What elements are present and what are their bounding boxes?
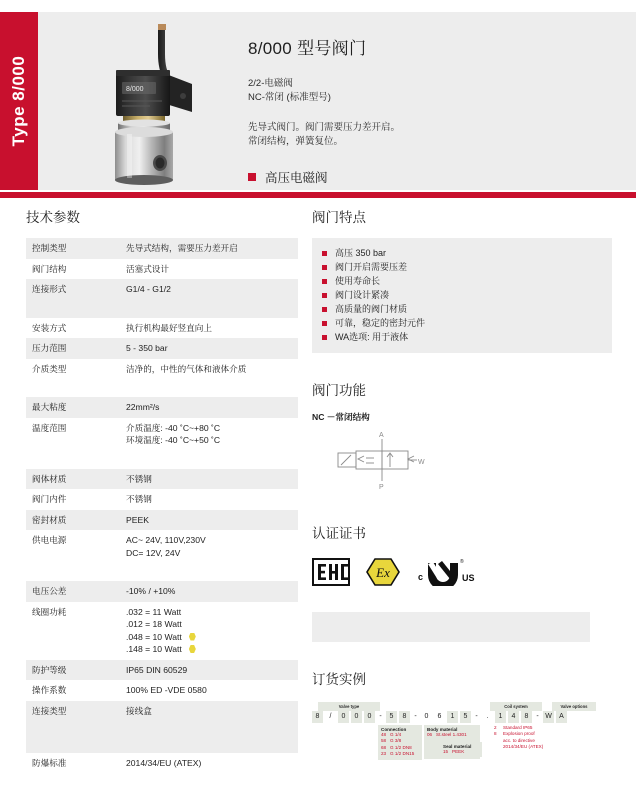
spec-row xyxy=(26,238,298,259)
bullet-square-icon xyxy=(322,293,327,298)
spec-value-line: PEEK xyxy=(126,514,149,525)
spec-value xyxy=(120,238,298,259)
header-description-line2: 常闭结构，弹簧复位。 xyxy=(248,136,344,147)
legend-code: 2 xyxy=(494,725,497,730)
legend-row xyxy=(427,732,477,738)
feature-item-label: 高压 350 bar xyxy=(335,248,387,258)
ordering-code-char: 8 xyxy=(521,711,532,723)
legend-seal-material-heading: Seal material xyxy=(443,744,472,749)
legend-code: 06 xyxy=(427,732,433,737)
spec-key: 操作系数 xyxy=(32,685,67,695)
legend-seal-material xyxy=(440,742,482,757)
header-subtitle-line1: 2/2-电磁阀 xyxy=(248,78,293,89)
legend-code: 15 xyxy=(443,749,449,754)
legend-row xyxy=(381,751,419,757)
spec-key: 连接类型 xyxy=(26,701,120,754)
spec-key: 阀体材质 xyxy=(26,469,120,490)
spec-row xyxy=(26,701,298,754)
legend-text: G 1/2 DN8 xyxy=(390,744,412,750)
feature-item-label: 阀门开启需要压差 xyxy=(335,262,408,272)
spec-key: 供电电源 xyxy=(32,535,67,545)
spec-row xyxy=(26,753,298,774)
spec-key: 防爆标准 xyxy=(32,758,67,768)
page-title: 8/000 型号阀门 xyxy=(248,39,367,58)
spec-value xyxy=(120,581,298,602)
bullet-square-icon xyxy=(322,251,327,256)
spec-row xyxy=(26,279,298,318)
legend-text: Standard IP65 xyxy=(503,725,533,730)
ordering-code-char: A xyxy=(556,711,567,723)
spec-row xyxy=(26,359,298,398)
feature-item-label: WA选项: 用于液体 xyxy=(335,332,409,342)
spec-value-line: 环境温度: -40 ˚C~+50 ˚C xyxy=(126,435,221,445)
header-subtitle xyxy=(248,77,618,105)
legend-text: G 3/8 xyxy=(390,738,402,744)
spec-key: 阀门内件 xyxy=(32,494,67,504)
type-sidebar-tab xyxy=(0,12,38,190)
feature-item xyxy=(322,274,602,288)
ordering-code-char: 8 xyxy=(312,711,323,723)
legend-code: 68 xyxy=(381,744,387,750)
spec-key: 密封材质 xyxy=(26,510,120,531)
ordering-code-char: 5 xyxy=(460,711,471,723)
spec-row xyxy=(26,602,298,660)
spec-value xyxy=(120,660,298,681)
feature-item-label: 可靠，稳定的密封元件 xyxy=(335,318,426,328)
ordering-example-diagram xyxy=(312,702,612,765)
spec-value-line: DC= 12V, 24V xyxy=(126,547,181,558)
legend-text: St.steel 1.4301 xyxy=(436,732,467,737)
feature-item xyxy=(322,288,602,302)
feature-item xyxy=(322,260,602,274)
legend-connection xyxy=(378,725,422,760)
ordering-code-char: 5 xyxy=(386,711,397,723)
spec-value-line: .032 = 11 Watt xyxy=(126,606,182,617)
ordering-code-char: 1 xyxy=(447,711,458,723)
legend-text: acc. to directive xyxy=(503,737,535,743)
header-description xyxy=(248,121,618,149)
header-subtitle-line2: NC-常闭 (标准型号) xyxy=(248,92,331,103)
type-sidebar-label: Type 8/000 xyxy=(9,55,28,147)
atex-ex-mark-icon xyxy=(366,557,400,592)
feature-item xyxy=(322,246,602,260)
spec-value xyxy=(120,530,298,581)
legend-text: G 1/2 DN15 xyxy=(390,751,415,757)
product-photo xyxy=(70,20,240,188)
legend-code: 8 xyxy=(494,731,497,737)
legend-body-material-rows xyxy=(427,732,477,738)
red-square-icon xyxy=(248,173,256,181)
spec-value xyxy=(120,510,298,531)
legend-body-material-heading: Body material xyxy=(427,727,458,732)
ordering-code-char: W xyxy=(543,711,554,723)
spec-row xyxy=(26,581,298,602)
spec-value-line: 22mm²/s xyxy=(126,402,160,412)
legend-text: G 1/4 xyxy=(390,732,402,737)
spec-value xyxy=(120,489,298,510)
atex-hex-icon xyxy=(189,633,196,641)
spec-value-line: .048 = 10 Watt xyxy=(126,631,298,644)
legend-row xyxy=(443,749,479,755)
ordering-legend-row xyxy=(312,725,612,765)
spec-value xyxy=(120,318,298,339)
right-column xyxy=(312,206,612,765)
ordering-code-char: 8 xyxy=(399,711,410,723)
features-title: 阀门特点 xyxy=(312,210,366,225)
spec-key: 连接形式 xyxy=(26,279,120,318)
ordering-code-char: 6 xyxy=(437,713,442,720)
spec-value-line: 执行机构最好竖直向上 xyxy=(126,322,212,333)
ordering-code-char: . xyxy=(486,713,489,720)
tech-specs-table xyxy=(26,238,298,774)
culus-mark-icon xyxy=(416,558,478,591)
ordering-code-char: 0 xyxy=(338,711,349,723)
features-list xyxy=(322,246,602,344)
ordering-captions-row xyxy=(312,702,612,711)
spec-row xyxy=(26,510,298,531)
spec-key: 安装方式 xyxy=(32,322,67,333)
spec-value-line: 100% ED -VDE 0580 xyxy=(126,685,207,695)
atex-hex-icon xyxy=(189,645,196,653)
ordering-code-char: 0 xyxy=(424,713,429,720)
spec-key: 线圈功耗 xyxy=(32,606,67,617)
feature-item xyxy=(322,316,602,330)
spec-key: 防护等级 xyxy=(26,660,120,681)
spec-value xyxy=(120,680,298,701)
spec-value-line: G1/4 - G1/2 xyxy=(126,284,171,294)
bullet-square-icon xyxy=(322,335,327,340)
spec-value xyxy=(120,469,298,490)
tech-specs-title: 技术参数 xyxy=(26,210,80,225)
legend-coil-options xyxy=(494,725,548,751)
bullet-square-icon xyxy=(322,307,327,312)
feature-item-label: 高质量的阀门材质 xyxy=(335,304,408,314)
spec-value xyxy=(120,753,298,774)
spec-row xyxy=(26,680,298,701)
ordering-separator: - xyxy=(414,713,417,720)
header-description-line1: 先导式阀门。阀门需要压力差开启。 xyxy=(248,122,401,133)
spec-row xyxy=(26,338,298,359)
spec-row xyxy=(26,660,298,681)
spec-value-line: 接线盒 xyxy=(126,705,152,716)
legend-seal-material-rows xyxy=(443,749,479,755)
spec-row xyxy=(26,469,298,490)
spec-row xyxy=(26,259,298,280)
legend-text: 2014/34/EU (ATEX) xyxy=(503,744,544,750)
feature-item xyxy=(322,302,602,316)
valve-function-title: 阀门功能 xyxy=(312,383,366,398)
spec-value-line: 5 - 350 bar xyxy=(126,343,168,353)
bullet-square-icon xyxy=(322,265,327,270)
legend-row xyxy=(494,744,548,750)
spec-row xyxy=(26,397,298,418)
spec-key: 温度范围 xyxy=(32,422,67,433)
valve-port-w-label: W xyxy=(418,459,425,466)
spec-row xyxy=(26,318,298,339)
spec-value xyxy=(120,701,298,754)
caption-coil-system: Coil system xyxy=(490,702,542,711)
svg-text:c: c xyxy=(418,571,424,582)
bullet-square-icon xyxy=(322,321,327,326)
certification-marks xyxy=(312,554,612,594)
legend-code: 58 xyxy=(381,738,387,744)
spec-value-line: 介质温度: -40 ˚C~+80 ˚C xyxy=(126,422,221,433)
spec-key: 阀门结构 xyxy=(32,263,67,274)
spec-value-line: IP65 DIN 60529 xyxy=(126,664,188,675)
spec-value-line: 2014/34/EU (ATEX) xyxy=(126,758,202,768)
tech-specs-column xyxy=(26,206,298,774)
caption-valve-type: Valve type xyxy=(318,702,380,711)
grey-placeholder-strip xyxy=(312,612,590,642)
spec-value xyxy=(120,602,298,660)
eac-mark-icon xyxy=(312,558,350,591)
legend-connection-heading: Connection xyxy=(381,727,407,732)
certifications-title: 认证证书 xyxy=(312,526,366,541)
spec-key: 电压公差 xyxy=(26,581,120,602)
svg-text:®: ® xyxy=(460,558,464,565)
spec-value-line: 不锈钢 xyxy=(126,494,152,504)
spec-value-line: -10% / +10% xyxy=(126,586,176,596)
features-box xyxy=(312,238,612,353)
spec-row xyxy=(26,530,298,581)
legend-code: 48 xyxy=(381,732,387,737)
spec-value xyxy=(120,418,298,469)
ordering-separator: - xyxy=(379,713,382,720)
spec-value-line: 先导式结构，需要压力差开启 xyxy=(126,243,238,253)
spec-value xyxy=(120,397,298,418)
spec-value xyxy=(120,338,298,359)
spec-key: 控制类型 xyxy=(26,238,120,259)
header-banner xyxy=(0,12,636,190)
svg-text:Εx: Εx xyxy=(376,564,390,580)
ordering-code-char: 0 xyxy=(351,711,362,723)
spec-value-line: .012 = 18 Watt xyxy=(126,619,182,629)
spec-value xyxy=(120,259,298,280)
ordering-code-row xyxy=(312,711,612,723)
ordering-separator: - xyxy=(475,713,478,720)
feature-item xyxy=(322,330,602,344)
spec-key: 最大粘度 xyxy=(26,397,120,418)
valve-port-p-label: P xyxy=(379,484,384,491)
ordering-code-char: 1 xyxy=(495,711,506,723)
ordering-code-char: / xyxy=(329,713,332,720)
spec-value-line: AC~ 24V, 110V,230V xyxy=(126,535,206,545)
valve-port-a-label: A xyxy=(379,432,384,439)
spec-value-line: 活塞式设计 xyxy=(126,263,169,274)
spec-value xyxy=(120,279,298,318)
feature-item-label: 阀门设计紧凑 xyxy=(335,290,390,300)
spec-value xyxy=(120,359,298,398)
ordering-code-char: 0 xyxy=(364,711,375,723)
valve-function-mode-label: NC －常闭结构 xyxy=(312,412,370,422)
bullet-square-icon xyxy=(322,279,327,284)
legend-connection-rows xyxy=(381,732,419,758)
spec-row xyxy=(26,418,298,469)
legend-text: PEEK xyxy=(452,749,465,754)
spec-key: 压力范围 xyxy=(26,338,120,359)
spec-value-line: .148 = 10 Watt xyxy=(126,643,298,656)
spec-value-line: 不锈钢 xyxy=(126,473,152,484)
svg-text:US: US xyxy=(462,572,475,583)
ordering-title: 订货实例 xyxy=(312,672,366,687)
header-tagline-label: 高压电磁阀 xyxy=(265,171,328,185)
svg-text:8/000: 8/000 xyxy=(126,86,144,93)
caption-valve-options: Valve options xyxy=(552,702,596,711)
legend-coil-options-rows xyxy=(494,725,548,751)
spec-value-line: 洁净的，中性的气体和液体介质 xyxy=(126,363,247,374)
spec-row xyxy=(26,489,298,510)
ordering-code-char: 4 xyxy=(508,711,519,723)
spec-key: 介质类型 xyxy=(32,363,67,374)
legend-code: 23 xyxy=(381,751,387,757)
header-tagline xyxy=(248,168,328,186)
feature-item-label: 使用寿命长 xyxy=(335,276,381,286)
valve-symbol-diagram xyxy=(318,429,612,496)
ordering-separator: - xyxy=(536,713,539,720)
red-divider-band xyxy=(0,192,636,198)
legend-text: Explosion proof xyxy=(503,731,535,737)
header-text-block xyxy=(248,34,618,185)
